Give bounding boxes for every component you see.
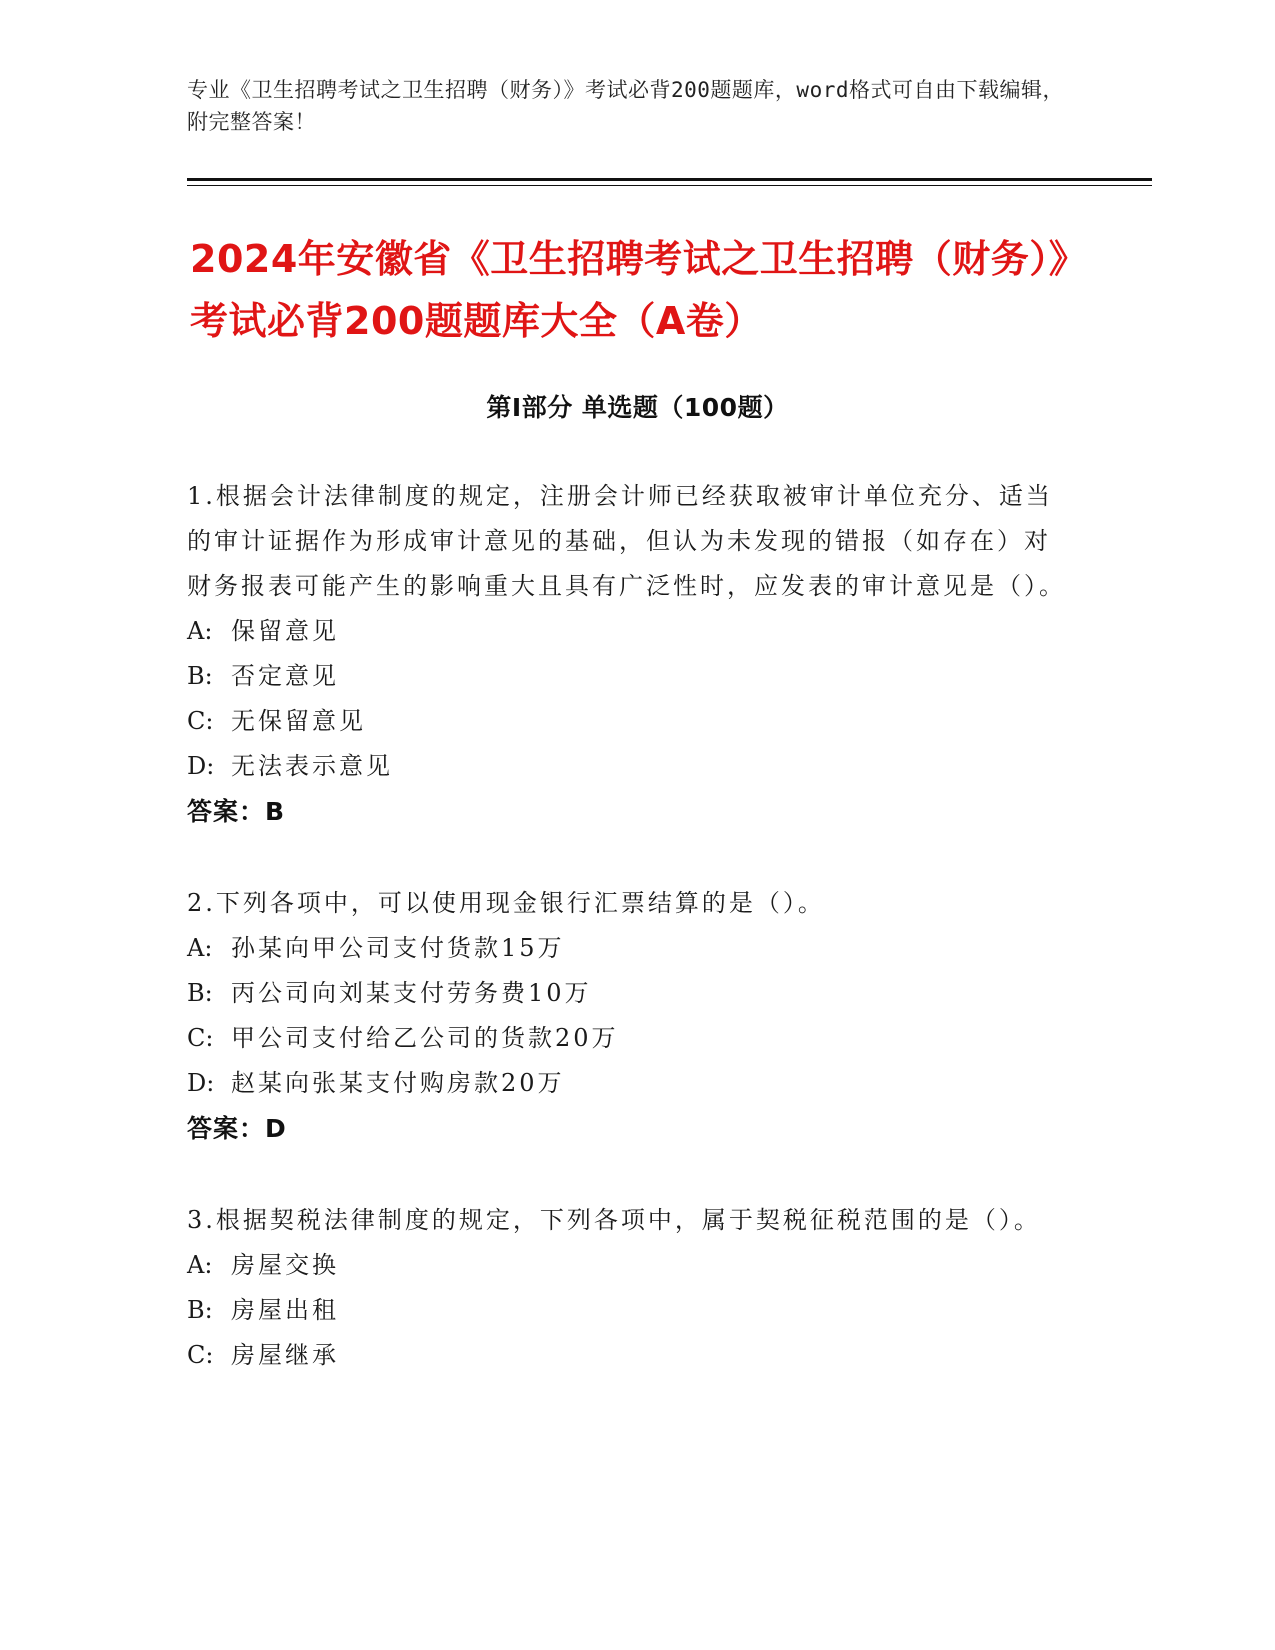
option-text: 无法表示意见 [231, 752, 393, 780]
question-2 [187, 881, 1067, 1152]
section-heading: 第I部分 单选题（100题） [486, 393, 789, 422]
option-text: 无保留意见 [231, 707, 366, 735]
question-stem: 3.根据契税法律制度的规定，下列各项中，属于契税征税范围的是（）。 [187, 1206, 1041, 1234]
option-text: 赵某向张某支付购房款20万 [231, 1069, 565, 1097]
option-text: 丙公司向刘某支付劳务费10万 [231, 979, 592, 1007]
option-c [187, 1333, 1067, 1378]
option-letter: B: [187, 662, 213, 690]
option-a [187, 926, 1067, 971]
answer-line: 答案：D [187, 1114, 287, 1143]
option-letter: D: [187, 1069, 215, 1097]
question-1 [187, 474, 1067, 835]
option-text: 房屋交换 [231, 1251, 339, 1279]
option-letter: C: [187, 1341, 214, 1369]
option-letter: A: [187, 1251, 213, 1279]
question-stem: 1.根据会计法律制度的规定，注册会计师已经获取被审计单位充分、适当的审计证据作为形成审计意见的基础，但认为未发现的错报（如存在）对财务报表可能产生的影响重大且具有广泛性时，应发表的审计意见是（）。 [187, 482, 1066, 600]
option-b [187, 654, 1067, 699]
option-a [187, 609, 1067, 654]
document-title: 2024年安徽省《卫生招聘考试之卫生招聘（财务）》考试必背200题题库大全（A卷） [190, 237, 1069, 343]
option-text: 否定意见 [231, 662, 339, 690]
option-letter: A: [187, 934, 213, 962]
option-text: 房屋继承 [231, 1341, 339, 1369]
option-c [187, 699, 1067, 744]
option-letter: B: [187, 979, 213, 1007]
question-3 [187, 1198, 1067, 1378]
option-letter: D: [187, 752, 215, 780]
option-text: 甲公司支付给乙公司的货款20万 [231, 1024, 619, 1052]
option-letter: C: [187, 1024, 214, 1052]
option-d [187, 744, 1067, 789]
option-d [187, 1061, 1067, 1106]
question-list [187, 474, 1067, 1424]
answer-line: 答案：B [187, 797, 286, 826]
header-rule-thick [187, 178, 1152, 181]
option-text: 孙某向甲公司支付货款15万 [231, 934, 565, 962]
intro-text: 专业《卫生招聘考试之卫生招聘（财务）》考试必背200题题库，word格式可自由下载编辑，附完整答案！ [187, 78, 1064, 134]
header-rule-thin [187, 185, 1152, 186]
option-text: 房屋出租 [231, 1296, 339, 1324]
option-text: 保留意见 [231, 617, 339, 645]
option-c [187, 1016, 1067, 1061]
option-b [187, 1288, 1067, 1333]
option-letter: B: [187, 1296, 213, 1324]
option-b [187, 971, 1067, 1016]
option-letter: A: [187, 617, 213, 645]
question-stem: 2.下列各项中，可以使用现金银行汇票结算的是（）。 [187, 889, 825, 917]
option-letter: C: [187, 707, 214, 735]
option-a [187, 1243, 1067, 1288]
